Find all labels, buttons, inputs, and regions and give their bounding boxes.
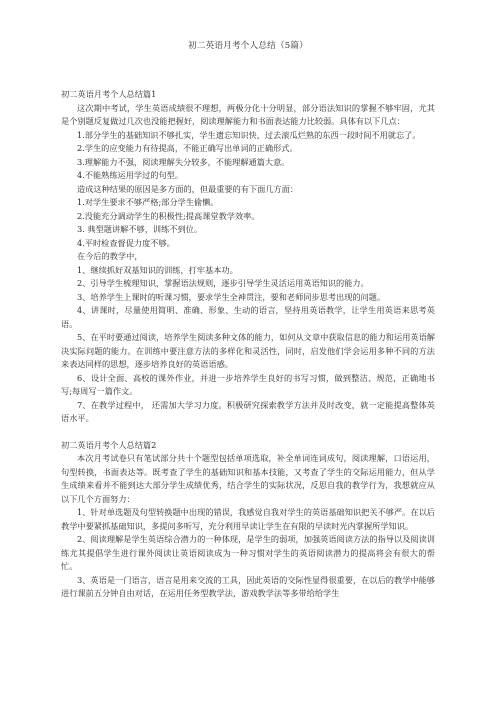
paragraph: 4.不能熟练运用学过的句型。 (77, 170, 184, 180)
paragraph: 2、阅读理解是学生英语综合潜力的一种体现，是学生的弱项，加强英语阅读方法的指导以及阅读训练尤其提倡学生进行课外阅读让英语阅读成为一种习惯对学生的英语阅读潜力的提高将会有很大的帮忙。 (61, 534, 435, 571)
section-heading: 初二英语月考个人总结篇1 (61, 89, 157, 99)
section-1 (61, 88, 435, 426)
paragraph: 这次期中考试，学生英语成绩很不理想，两极分化十分明显，部分语法知识的掌握不够牢固，尤其是个别题反复做过几次也没能把握好，阅读理解能力和书面表达能力比较弱。具体有以下几点： (61, 102, 435, 126)
paragraph: 5、在平时要通过阅读，培养学生阅读多种文体的能力，如何从文章中获取信息的能力和运用英语解决实际问题的能力。在训练中要注意方法的多样化和灵活性，同时，启发他们学会运用多种不同的方法来表达同样的思想，逐步培养良好的英语语感。 (61, 332, 435, 369)
paragraph: 本次月考试卷只有笔试部分共十个题型包括单项选取，补全单词连词成句，阅读理解，口语运用，句型转换，书面表达等。既考查了学生的基础知识和基本技能，又考查了学生的交际运用能力，但从学生成绩来看并不能到达大部分学生成绩优秀，结合学生的实际状况，反思自我的教学行为，我想就应从以下几个方面努力： (61, 453, 435, 504)
document-title: 初二英语月考个人总结（5篇） (188, 41, 308, 51)
paragraph: 4.平时检查督促力度不够。 (77, 237, 175, 248)
paragraph: 4、讲课时，尽量使用简明、准确、形象、生动的语言，坚持用英语教学，让学生用英语来思考英语。 (61, 305, 435, 329)
paragraph: 1、针对单选题及句型转换题中出现的错误，我感觉自我对学生的英语基础知识把关不够严。在以后教学中要紧抓基础知识，多提问多听写，充分利用早读让学生在有限的早读时光内掌握所学知识。 (61, 507, 435, 531)
paragraph: 2、引导学生梳理知识，掌握语法规则，逐步引导学生灵活运用英语知识的能力。 (77, 278, 369, 288)
paragraph: 3、培养学生上课时的听课习惯，要求学生全神贯注，要和老师同步思考出现的问题。 (77, 291, 386, 302)
paragraph: 2.学生的应变能力有待提高，不能正确写出单词的正确形式。 (77, 143, 298, 153)
paragraph: 造成这种结果的原因是多方面的，但最重要的有下面几方面： (77, 183, 299, 194)
section-gap (61, 426, 435, 439)
paragraph: 1.对学生要求不够严格;部分学生偷懒。 (77, 197, 219, 207)
paragraph: 7、在教学过程中， 还需加大学习力度。积极研究探索教学方法并及时改变，就一定能提高整体英语水平。 (61, 399, 435, 423)
paragraph: 3. 典型题讲解不够，训练不到位。 (77, 224, 203, 234)
paragraph: 6、设计全面、高校的课外作业，并进一步培养学生良好的书写习惯，做到整洁、规范，正确地书写;每周写一篇作文。 (61, 372, 435, 396)
paragraph: 1、继续抓好双基知识的训练，打牢基本功。 (77, 264, 238, 275)
paragraph: 3、英语是一门语言，语言是用来交流的工具，因此英语的交际性显得很重要，在以后的教学中能够进行课前五分钟自由对话，在运用任务型教学法，游戏教学法等多带给给学生 (61, 574, 435, 598)
section-heading: 初二英语月考个人总结篇2 (61, 439, 157, 450)
paragraph: 3.理解能力不强，阅读理解失分较多，不能理解通篇大意。 (77, 156, 290, 167)
section-2 (61, 439, 435, 601)
paragraph: 2.没能充分调动学生的积极性;提高课堂教学效率。 (77, 210, 260, 221)
paragraph: 在今后的教学中， (77, 251, 143, 261)
paragraph: 1.部分学生的基础知识不够扎实，学生遗忘知识快，过去滚瓜烂熟的东西一段时间不用就忘了。 (77, 129, 421, 140)
